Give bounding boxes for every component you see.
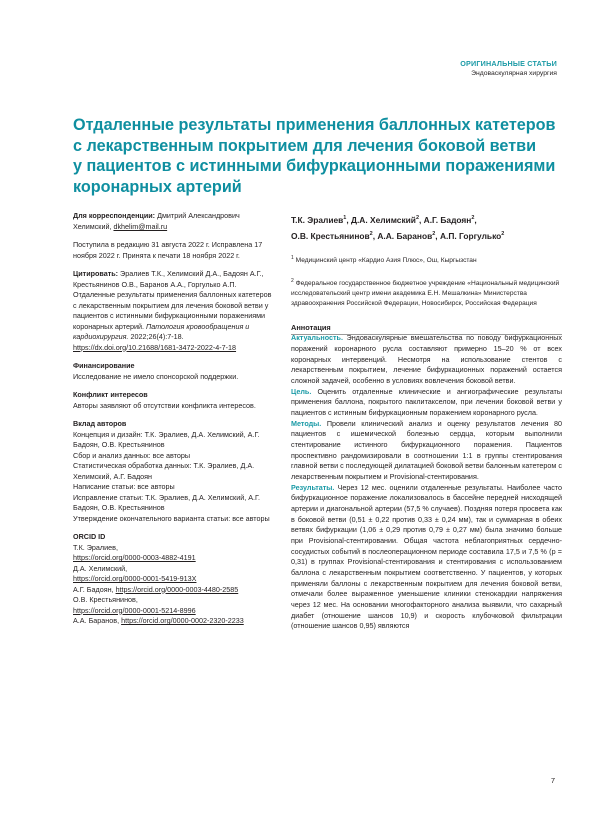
- author-list: [291, 211, 562, 243]
- contrib-item: Утверждение окончательного варианта статьи: все авторы: [73, 513, 270, 523]
- orcid-entry: [73, 616, 273, 627]
- orcid-label: ORCID ID: [73, 532, 106, 541]
- abstract-relevance: Актуальность. Эндоваскулярные вмешательства по поводу бифуркационных поражений коронарного русла составляют примерно 15–20 % от всех коронарных интервенций. Несмотря на использование стентов с лекарственным покрытием, лечение бифуркационных поражений остается сложной задачей, особенно в условиях вовлечения боковой ветви.: [291, 333, 562, 386]
- correspondence-label: Для корреспонденции:: [73, 211, 156, 220]
- orcid-link[interactable]: https://orcid.org/0000-0001-5214-8996: [73, 605, 196, 615]
- citation: [73, 269, 273, 353]
- contrib-item: Исправление статьи: Т.К. Эралиев, Д.А. Хелимский, А.Г. Бадоян, О.В. Крестьянинов: [73, 492, 261, 512]
- author: Д.А. Хелимский$^2$,: [351, 214, 422, 225]
- author: А.А. Баранов$^2$,: [377, 230, 438, 241]
- divider: [291, 334, 562, 335]
- right-column: [291, 211, 562, 632]
- contrib-item: Сбор и анализ данных: все авторы: [73, 450, 191, 460]
- title-line: у пациентов с истинными бифуркационными поражениями: [73, 157, 556, 175]
- funding-label: Финансирование: [73, 361, 135, 370]
- contrib-item: Написание статьи: все авторы: [73, 482, 175, 491]
- affiliation: $^1$ Медицинский центр «Кардио Азия Плюс», Ош, Кыргызстан: [291, 254, 477, 264]
- subsection-label: Эндоваскулярная хирургия: [471, 70, 557, 77]
- orcid-author: О.В. Крестьянинов,: [73, 595, 138, 604]
- author: Т.К. Эралиев$^1$,: [291, 214, 349, 225]
- correspondence: [73, 211, 273, 232]
- title-line: с лекарственным покрытием для лечения боковой ветви: [73, 136, 537, 155]
- correspondence-email-link[interactable]: dkhelim@mail.ru: [113, 221, 168, 231]
- contrib-item: Статистическая обработка данных: Т.К. Эралиев, Д.А. Хелимский, А.Г. Бадоян: [73, 461, 255, 481]
- abstract-methods: Методы. Провели клинический анализ и оценку результатов лечения 80 пациентов с ишемической болезнью сердца, которым выполнили стентирование истинного бифуркационного поражения. Пациентов проспективно рандомизировали в соотношении 1:1 в группы стентирования главной ветви с последующей дилатацией боковой ветви балонным катетером с лекарственным покрытием и Provisional-стентирования.: [291, 418, 562, 481]
- title-line: коронарных артерий: [73, 177, 242, 196]
- funding-text: Исследование не имело спонсорской поддержки.: [73, 371, 239, 381]
- section-label: ОРИГИНАЛЬНЫЕ СТАТЬИ: [460, 59, 557, 68]
- orcid-link[interactable]: https://orcid.org/0000-0003-4480-2585: [115, 584, 239, 594]
- article-title: [73, 115, 563, 197]
- abstract-aim: Цель. Оценить отдаленные клинические и ангиографические результаты применения баллона, покрытого паклитакселом, при лечении боковой ветви у пациентов с истинным бифуркационным поражением коронарного русла.: [291, 386, 562, 418]
- author: А.П. Горгулько$^2$: [439, 230, 505, 241]
- page-number: 7: [550, 776, 555, 785]
- running-header: [460, 59, 557, 77]
- orcid-author: Д.А. Хелимский,: [73, 563, 128, 573]
- orcid-link[interactable]: https://orcid.org/0000-0001-5419-913X: [73, 574, 197, 583]
- affiliation: $^2$ Федеральное государственное бюджетное учреждение «Национальный медицинский исследовательский центр имени академика Е.Н. Мешалкина» Министерства здравоохранения Российской Федерации, Новосибирск, Российская Федерация: [291, 277, 560, 307]
- orcid-link[interactable]: https://orcid.org/0000-0002-2320-2233: [121, 616, 244, 625]
- conflict: [73, 390, 273, 411]
- citation-journal: Патология кровообращения и кардиохирургия.: [73, 321, 250, 341]
- citation-text: Эралиев Т.К., Хелимский Д.А., Бадоян А.Г., Крестьянинов О.В., Баранов А.А., Горгулько А.П. Отдаленные результаты применения баллонных катетеров с лекарственным покрытием для лечения боковой ветви у пациентов с истинными бифуркационными поражениями коронарных артерий.: [73, 269, 272, 331]
- contributions: [73, 419, 273, 524]
- orcid: [73, 532, 273, 627]
- orcid-author: А.Г. Бадоян,: [73, 584, 114, 594]
- conflict-label: Конфликт интересов: [73, 390, 148, 399]
- abstract-results: Результаты. Через 12 мес. оценили отдаленные результаты. Наиболее часто бифуркационное поражение локализовалось в бассейне передней нисходящей артерии и диагональной артерии (57,5 % случаев). Поздняя потеря просвета как в боковой ветви (0,51 ± 0,22 против 0,33 ± 0,24 мм), так и суммарная в обеих ветвях бифуркации (1,06 ± 0,29 против 0,79 ± 0,27 мм) была значимо больше при Provisional-стентировании. Общая частота неблагоприятных сердечно-сосудистых событий в послеоперационном периоде составила 17,5 и 7,5 % (p = 0,31) в группах Provisional-стентирования и стентирования с использованием баллона с лекарственным покрытием соответственно. У пациентов, у которых применяли баллоны с лекарственным покрытием для лечения боковой ветви, отмечали более выраженное уменьшение клиники стенокардии напряжения через 12 мес. На основании многофакторного анализа выявили, что сахарный диабет (отношение шансов 10,9) и скорость клубочковой фильтрации (отношение шансов 0,95) являются: [291, 482, 563, 631]
- citation-label: Цитировать:: [73, 269, 119, 278]
- citation-doi-link[interactable]: https://dx.doi.org/10.21688/1681-3472-2022-4-7-18: [73, 342, 237, 352]
- orcid-author: А.А. Баранов,: [73, 616, 120, 625]
- orcid-entry: [73, 585, 273, 596]
- author: О.В. Крестьянинов$^2$,: [291, 230, 376, 241]
- abstract-body: [291, 333, 562, 631]
- funding: [73, 361, 273, 382]
- left-column: [73, 211, 273, 635]
- correspondence-name: Дмитрий Александрович Хелимский,: [73, 211, 240, 231]
- contrib-item: Концепция и дизайн: Т.К. Эралиев, Д.А. Хелимский, А.Г. Бадоян, О.В. Крестьянинов: [73, 429, 260, 449]
- orcid-link[interactable]: https://orcid.org/0000-0003-4882-4191: [73, 553, 196, 562]
- dates: Поступила в редакцию 31 августа 2022 г. Исправлена 17 ноября 2022 г. Принята к печати 18 ноября 2022 г.: [73, 240, 263, 260]
- citation-ref: 2022;26(4):7-18.: [130, 332, 184, 341]
- orcid-author: Т.К. Эралиев,: [73, 542, 118, 552]
- conflict-text: Авторы заявляют об отсутствии конфликта интересов.: [73, 400, 256, 410]
- abstract-heading: Аннотация: [291, 322, 331, 332]
- title-line: Отдаленные результаты применения баллонных катетеров: [73, 116, 556, 134]
- author: А.Г. Бадоян$^2$,: [423, 214, 477, 225]
- contrib-label: Вклад авторов: [73, 419, 127, 428]
